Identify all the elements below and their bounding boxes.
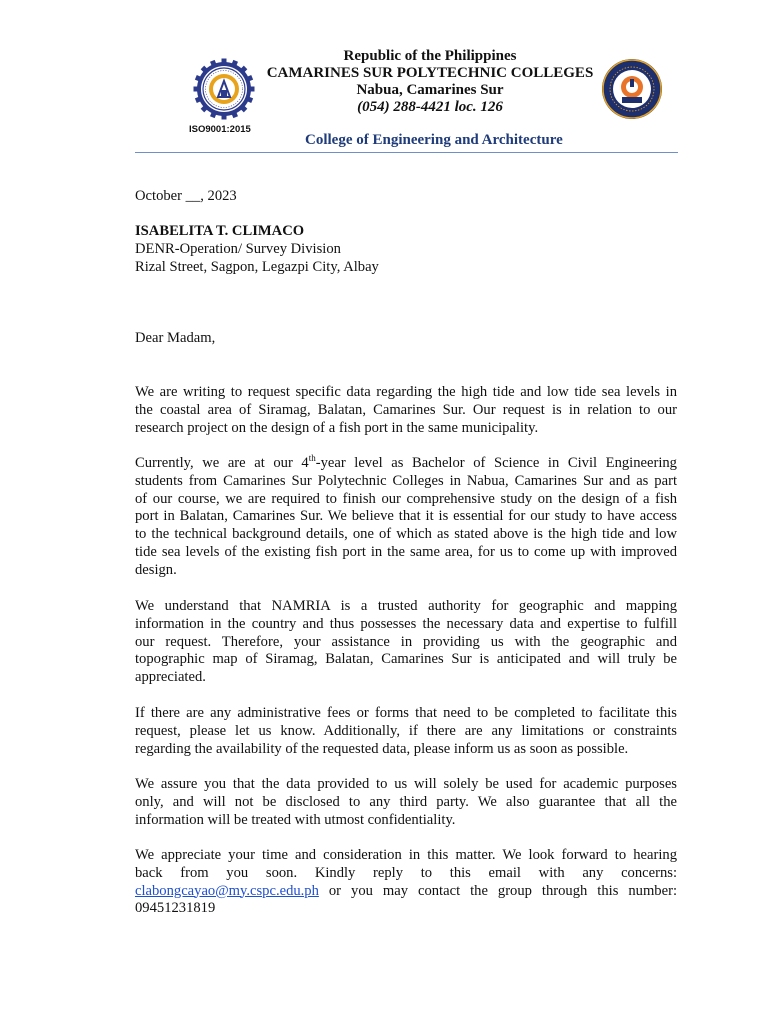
paragraph-line: only, and will not be disclosed to any third party. We also guarantee that all the — [135, 793, 677, 810]
contact-number: 09451231819 — [135, 900, 216, 917]
salutation: Dear Madam, — [135, 330, 216, 346]
email-link[interactable]: clabongcayao@my.cspc.edu.ph — [135, 882, 319, 899]
header-divider — [135, 152, 678, 153]
paragraph-line: information in the country and thus possesses the necessary data and expertise to fulfill — [135, 615, 677, 632]
paragraph-line: our request. Therefore, your assistance in providing us with the geographic and — [135, 633, 677, 650]
paragraph-line: request, please let us know. Additionally, if there are any limitations or constraints — [135, 722, 677, 739]
paragraph-line: Currently, we are at our 4th-year level as Bachelor of Science in Civil Engineering — [135, 453, 677, 471]
recipient-address: Rizal Street, Sagpon, Legazpi City, Albay — [135, 258, 379, 275]
paragraph-assurance — [135, 776, 677, 829]
recipient-block — [135, 223, 379, 276]
paragraph-line: regarding the availability of the requested data, please inform us as soon as possible. — [135, 740, 629, 757]
paragraph-line: We assure you that the data provided to us will solely be used for academic purposes — [135, 776, 677, 792]
header-address: Nabua, Camarines Sur — [356, 82, 504, 98]
paragraph-line: students from Camarines Sur Polytechnic Colleges in Nabua, Camarines Sur and as part — [135, 472, 677, 489]
paragraph-background — [135, 455, 677, 580]
paragraph-line: design. — [135, 561, 177, 578]
paragraph-namria — [135, 598, 677, 687]
iso-certification: ISO9001:2015 — [189, 124, 251, 135]
recipient-office: DENR-Operation/ Survey Division — [135, 240, 341, 257]
header-republic: Republic of the Philippines — [343, 48, 517, 64]
header-institution: CAMARINES SUR POLYTECHNIC COLLEGES — [266, 65, 594, 81]
paragraph-line: the coastal area of Siramag, Balatan, Camarines Sur. Our request is in relation to our — [135, 401, 677, 418]
letter-date: October __, 2023 — [135, 188, 237, 204]
paragraph-line: If there are any administrative fees or forms that need to be completed to facilitate this — [135, 705, 677, 721]
paragraph-line: to the technical background details, one of which as stated above is the high tide and low — [135, 526, 677, 543]
paragraph-line: back from you soon. Kindly reply to this email with any concerns: — [135, 864, 677, 881]
paragraph-line: We appreciate your time and consideration in this matter. We look forward to hearing — [135, 847, 677, 863]
cspc-seal-logo — [192, 57, 256, 121]
paragraph-line: topographic map of Siramag, Balatan, Camarines Sur is anticipated and will truly be — [135, 651, 677, 668]
paragraph-line: We understand that NAMRIA is a trusted authority for geographic and mapping — [135, 598, 677, 614]
paragraph-line: of our course, we are required to finish our comprehensive study on the design of a fish — [135, 490, 677, 507]
paragraph-closing — [135, 847, 677, 918]
paragraph-line: clabongcayao@my.cspc.edu.ph or you may contact the group through this number: — [135, 882, 677, 899]
paragraph-line: appreciated. — [135, 669, 206, 686]
paragraph-line: research project on the design of a fish port in the same municipality. — [135, 419, 539, 436]
college-name: College of Engineering and Architecture — [305, 132, 563, 148]
paragraph-line: port in Balatan, Camarines Sur. We believe that it is essential for our study to have access — [135, 508, 677, 525]
paragraph-request — [135, 384, 677, 437]
paragraph-fees — [135, 705, 677, 758]
recipient-name: ISABELITA T. CLIMACO — [135, 223, 305, 239]
paragraph-line: information will be treated with utmost confidentiality. — [135, 811, 456, 828]
paragraph-line: tide sea levels of the existing fish port in the same area, for us to come up with improved — [135, 543, 677, 560]
header-phone: (054) 288-4421 loc. 126 — [357, 99, 503, 115]
college-seal-logo — [600, 57, 664, 121]
paragraph-line: We are writing to request specific data regarding the high tide and low tide sea levels in — [135, 384, 677, 400]
